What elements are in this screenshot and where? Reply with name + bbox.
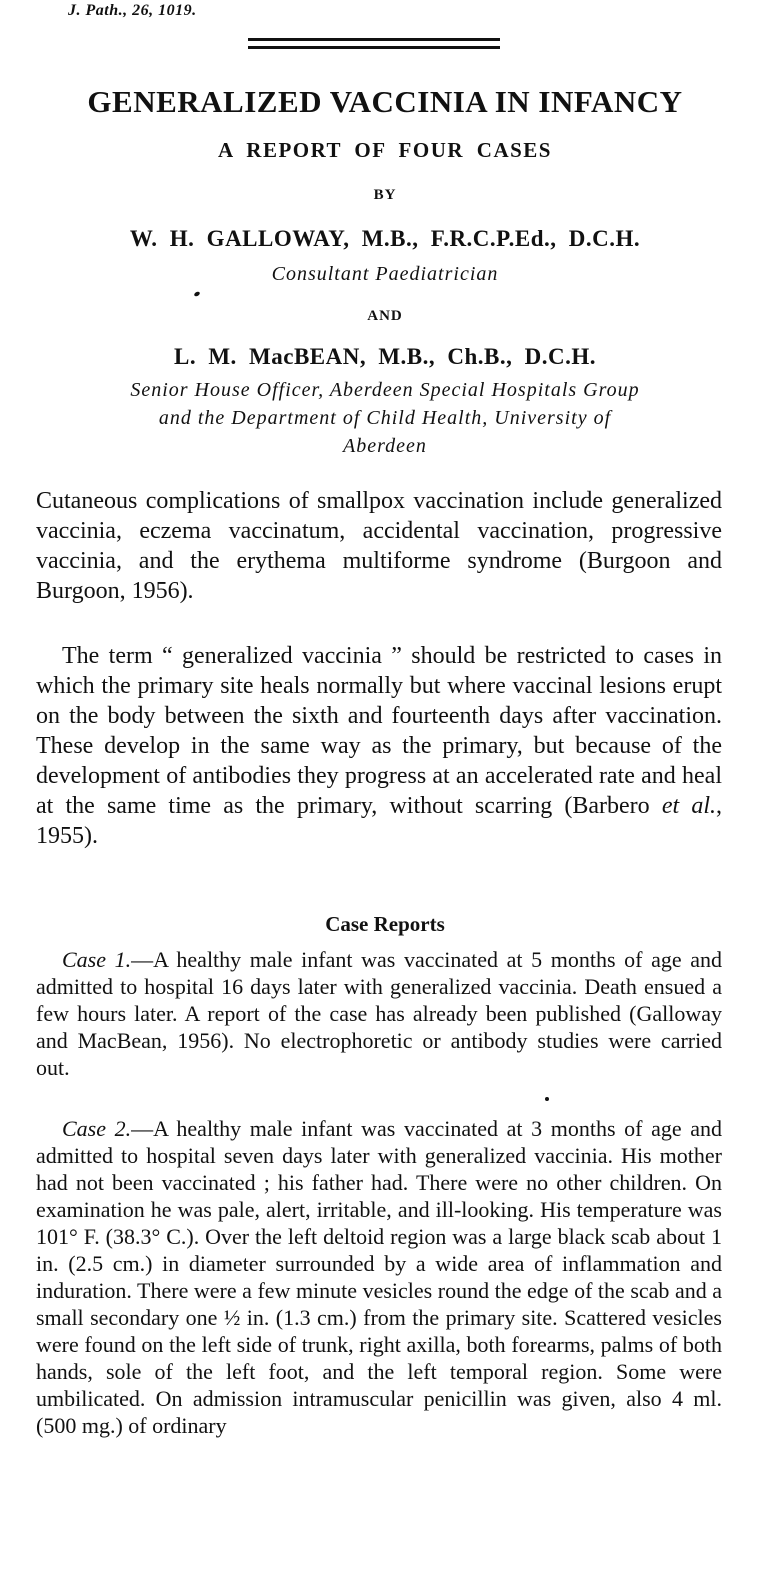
and-label: AND <box>367 308 403 324</box>
section-heading-case-reports: Case Reports <box>325 912 445 936</box>
article-title: GENERALIZED VACCINIA IN INFANCY <box>87 84 683 119</box>
by-label: BY <box>373 187 397 203</box>
et-al: et al. <box>661 793 716 819</box>
affiliation-line-1: Senior House Officer, Aberdeen Special Hospitals Group <box>130 379 640 401</box>
author-2-name: L. M. MacBEAN, M.B., Ch.B., D.C.H. <box>173 344 597 369</box>
journal-reference: J. Path., 26, 1019. <box>68 2 197 19</box>
intro-paragraph-2-end: , 1955). <box>36 793 722 849</box>
intro-paragraph-1: Cutaneous complications of smallpox vaccination include generalized vaccinia, eczema vaccinatum, accidental vaccination, progressive vaccinia, and the erythema multiforme syndrome (Burgoon and Burgoon, 1956). <box>36 488 722 604</box>
intro-paragraph-2 <box>36 641 722 851</box>
affiliation-line-2: and the Department of Child Health, University of <box>158 407 612 429</box>
author-1-affiliation: Consultant Paediatrician <box>271 263 499 285</box>
title-rule-upper <box>248 38 500 41</box>
intro-paragraph-2-text: The term “ generalized vaccinia ” should be restricted to cases in which the primary site heals normally but where vaccinal lesions erupt on the body between the sixth and fourteenth days after vaccination. These develop in the same way as the primary, but because of the development of antibodies they progress at an accelerated rate and heal at the same time as the primary, without scarring (Barbero <box>36 643 722 819</box>
print-speck <box>545 1097 549 1101</box>
author-1-name: W. H. GALLOWAY, M.B., F.R.C.P.Ed., D.C.H. <box>129 226 641 251</box>
case-2-paragraph <box>36 1115 722 1439</box>
author-2-affiliation <box>0 376 770 460</box>
article-subtitle: A REPORT OF FOUR CASES <box>218 138 552 162</box>
print-speck <box>193 291 200 297</box>
affiliation-line-3: Aberdeen <box>343 435 427 457</box>
case-1-label: Case 1. <box>62 947 132 972</box>
case-2-label: Case 2. <box>62 1116 132 1141</box>
title-rule-lower <box>248 46 500 49</box>
case-1-paragraph <box>36 946 722 1081</box>
case-2-text: —A healthy male infant was vaccinated at 3 months of age and admitted to hospital seven days later with generalized vaccinia. His mother had not been vaccinated ; his father had. There were no other children. On examination he was pale, alert, irritable, and ill-looking. His temperature was 101° F. (38.3° C.). Over the left deltoid region was a large black scab about 1 in. (2.5 cm.) in diameter surrounded by a wide area of inflammation and induration. There were a few minute vesicles round the edge of the scab and a small secondary one ½ in. (1.3 cm.) from the primary site. Scattered vesicles were found on the left side of trunk, right axilla, both forearms, palms of both hands, sole of the left foot, and the left temporal region. Some were umbilicated. On admission intramuscular penicillin was given, also 4 ml. (500 mg.) of ordinary <box>36 1116 722 1438</box>
case-1-text: —A healthy male infant was vaccinated at 5 months of age and admitted to hospital 16 days later with generalized vaccinia. Death ensued a few hours later. A report of the case has already been published (Galloway and MacBean, 1956). No electrophoretic or antibody studies were carried out. <box>36 947 722 1080</box>
